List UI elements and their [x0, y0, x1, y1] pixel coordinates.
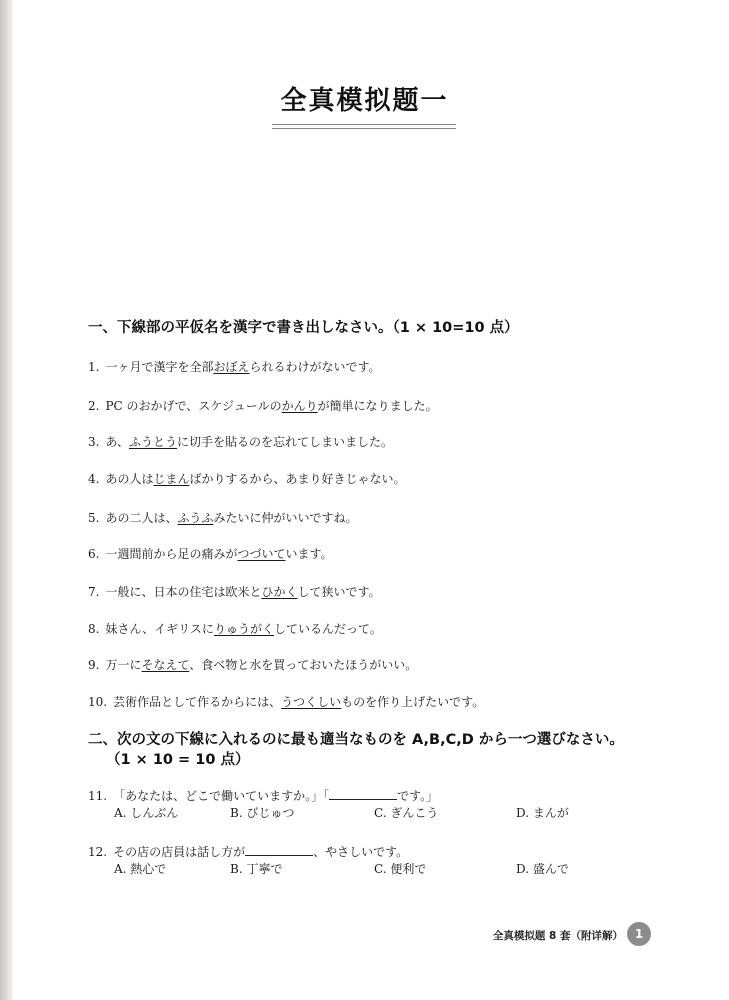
question-text: です。」 [397, 789, 439, 803]
question-text: ものを作り上げたいです。 [341, 695, 485, 709]
question-number: 5. [88, 511, 100, 525]
question-text: 芸術作品として作るからには、 [113, 695, 282, 709]
question-number: 8. [88, 622, 100, 636]
section1-heading: 一、下線部の平仮名を漢字で書き出しなさい。（1 × 10=10 点） [88, 320, 519, 336]
underlined-kana: かんり [281, 399, 318, 413]
section2-subheading: （1 × 10 = 10 点） [106, 752, 250, 768]
question-text: して狭いです。 [297, 585, 381, 599]
question-text: 「あなたは、どこで働いていますか。」「 [113, 789, 330, 803]
question-number: 2. [88, 399, 100, 413]
question-item [88, 510, 358, 526]
question-text: 一週間前から足の痛みが [105, 547, 238, 561]
underlined-kana: りゅうがく [213, 622, 274, 636]
title-rule-bottom [272, 128, 456, 129]
underlined-kana: ひかく [261, 585, 298, 599]
question-item [88, 546, 333, 562]
answer-option: D. 盛んで [516, 862, 569, 876]
question-item [88, 694, 484, 710]
underlined-kana: そなえて [141, 658, 190, 672]
question-text: 、やさしいです。 [313, 845, 409, 859]
underlined-kana: ふうとう [128, 435, 177, 449]
choice-question [88, 843, 408, 860]
underlined-kana: じまん [153, 472, 190, 486]
answer-option: C. ぎんこう [374, 806, 439, 820]
underlined-kana: ふうふ [177, 511, 214, 525]
question-text: しているんだって。 [273, 622, 382, 636]
question-number: 10. [88, 695, 108, 709]
question-text: その店の店員は話し方が [113, 845, 246, 859]
question-text: られるわけがないです。 [249, 360, 381, 374]
title-rule-top [272, 124, 456, 125]
question-item [88, 359, 381, 375]
question-text: 妹さん、イギリスに [105, 622, 214, 636]
answer-blank [245, 843, 313, 856]
question-item [88, 584, 381, 600]
question-number: 9. [88, 658, 100, 672]
page-spine-shadow [0, 0, 13, 1000]
question-item [88, 471, 406, 487]
page-number-badge: 1 [627, 922, 651, 946]
question-text: 万一に [105, 658, 142, 672]
question-text: みたいに仲がいいですね。 [213, 511, 358, 525]
question-text: ばかりするから、あまり好きじゃない。 [189, 472, 406, 486]
page-footer [0, 928, 729, 944]
question-text: 、食べ物と水を買っておいたほうがいい。 [189, 658, 418, 672]
section2-heading: 二、次の文の下線に入れるのに最も適当なものを A,B,C,D から一つ選びなさい。 [88, 732, 624, 748]
question-item [88, 398, 438, 414]
question-text: います。 [285, 547, 333, 561]
question-number: 4. [88, 472, 100, 486]
answer-option: B. びじゅつ [230, 806, 295, 820]
question-number: 11. [88, 789, 108, 803]
question-item [88, 621, 382, 637]
question-text: 一ヶ月で漢字を全部 [105, 360, 214, 374]
answer-option: D. まんが [516, 806, 569, 820]
question-text: PC のおかげで、スケジュールの [105, 399, 282, 413]
question-number: 6. [88, 547, 100, 561]
underlined-kana: つづいて [237, 547, 286, 561]
question-item [88, 657, 417, 673]
page-title: 全真模拟题一 [280, 86, 449, 116]
question-number: 7. [88, 585, 100, 599]
footer-book-title: 全真模拟题 8 套（附详解） [492, 930, 623, 942]
question-text: 一般に、日本の住宅は欧米と [105, 585, 262, 599]
question-number: 12. [88, 845, 108, 859]
question-text: に切手を貼るのを忘れてしまいました。 [177, 435, 394, 449]
underlined-kana: おぼえ [213, 360, 250, 374]
question-text: が簡単になりました。 [317, 399, 438, 413]
answer-option: B. 丁寧で [230, 862, 283, 876]
underlined-kana: うつくしい [281, 695, 342, 709]
question-number: 1. [88, 360, 100, 374]
question-text: あの人は [105, 472, 154, 486]
answer-blank [329, 787, 397, 800]
question-item [88, 434, 393, 450]
question-text: あ、 [105, 435, 129, 449]
question-number: 3. [88, 435, 100, 449]
choice-question [88, 787, 438, 804]
question-text: あの二人は、 [105, 511, 178, 525]
answer-option: A. しんぶん [114, 806, 179, 820]
answer-option: A. 熱心で [114, 862, 167, 876]
answer-option: C. 便利で [374, 862, 427, 876]
